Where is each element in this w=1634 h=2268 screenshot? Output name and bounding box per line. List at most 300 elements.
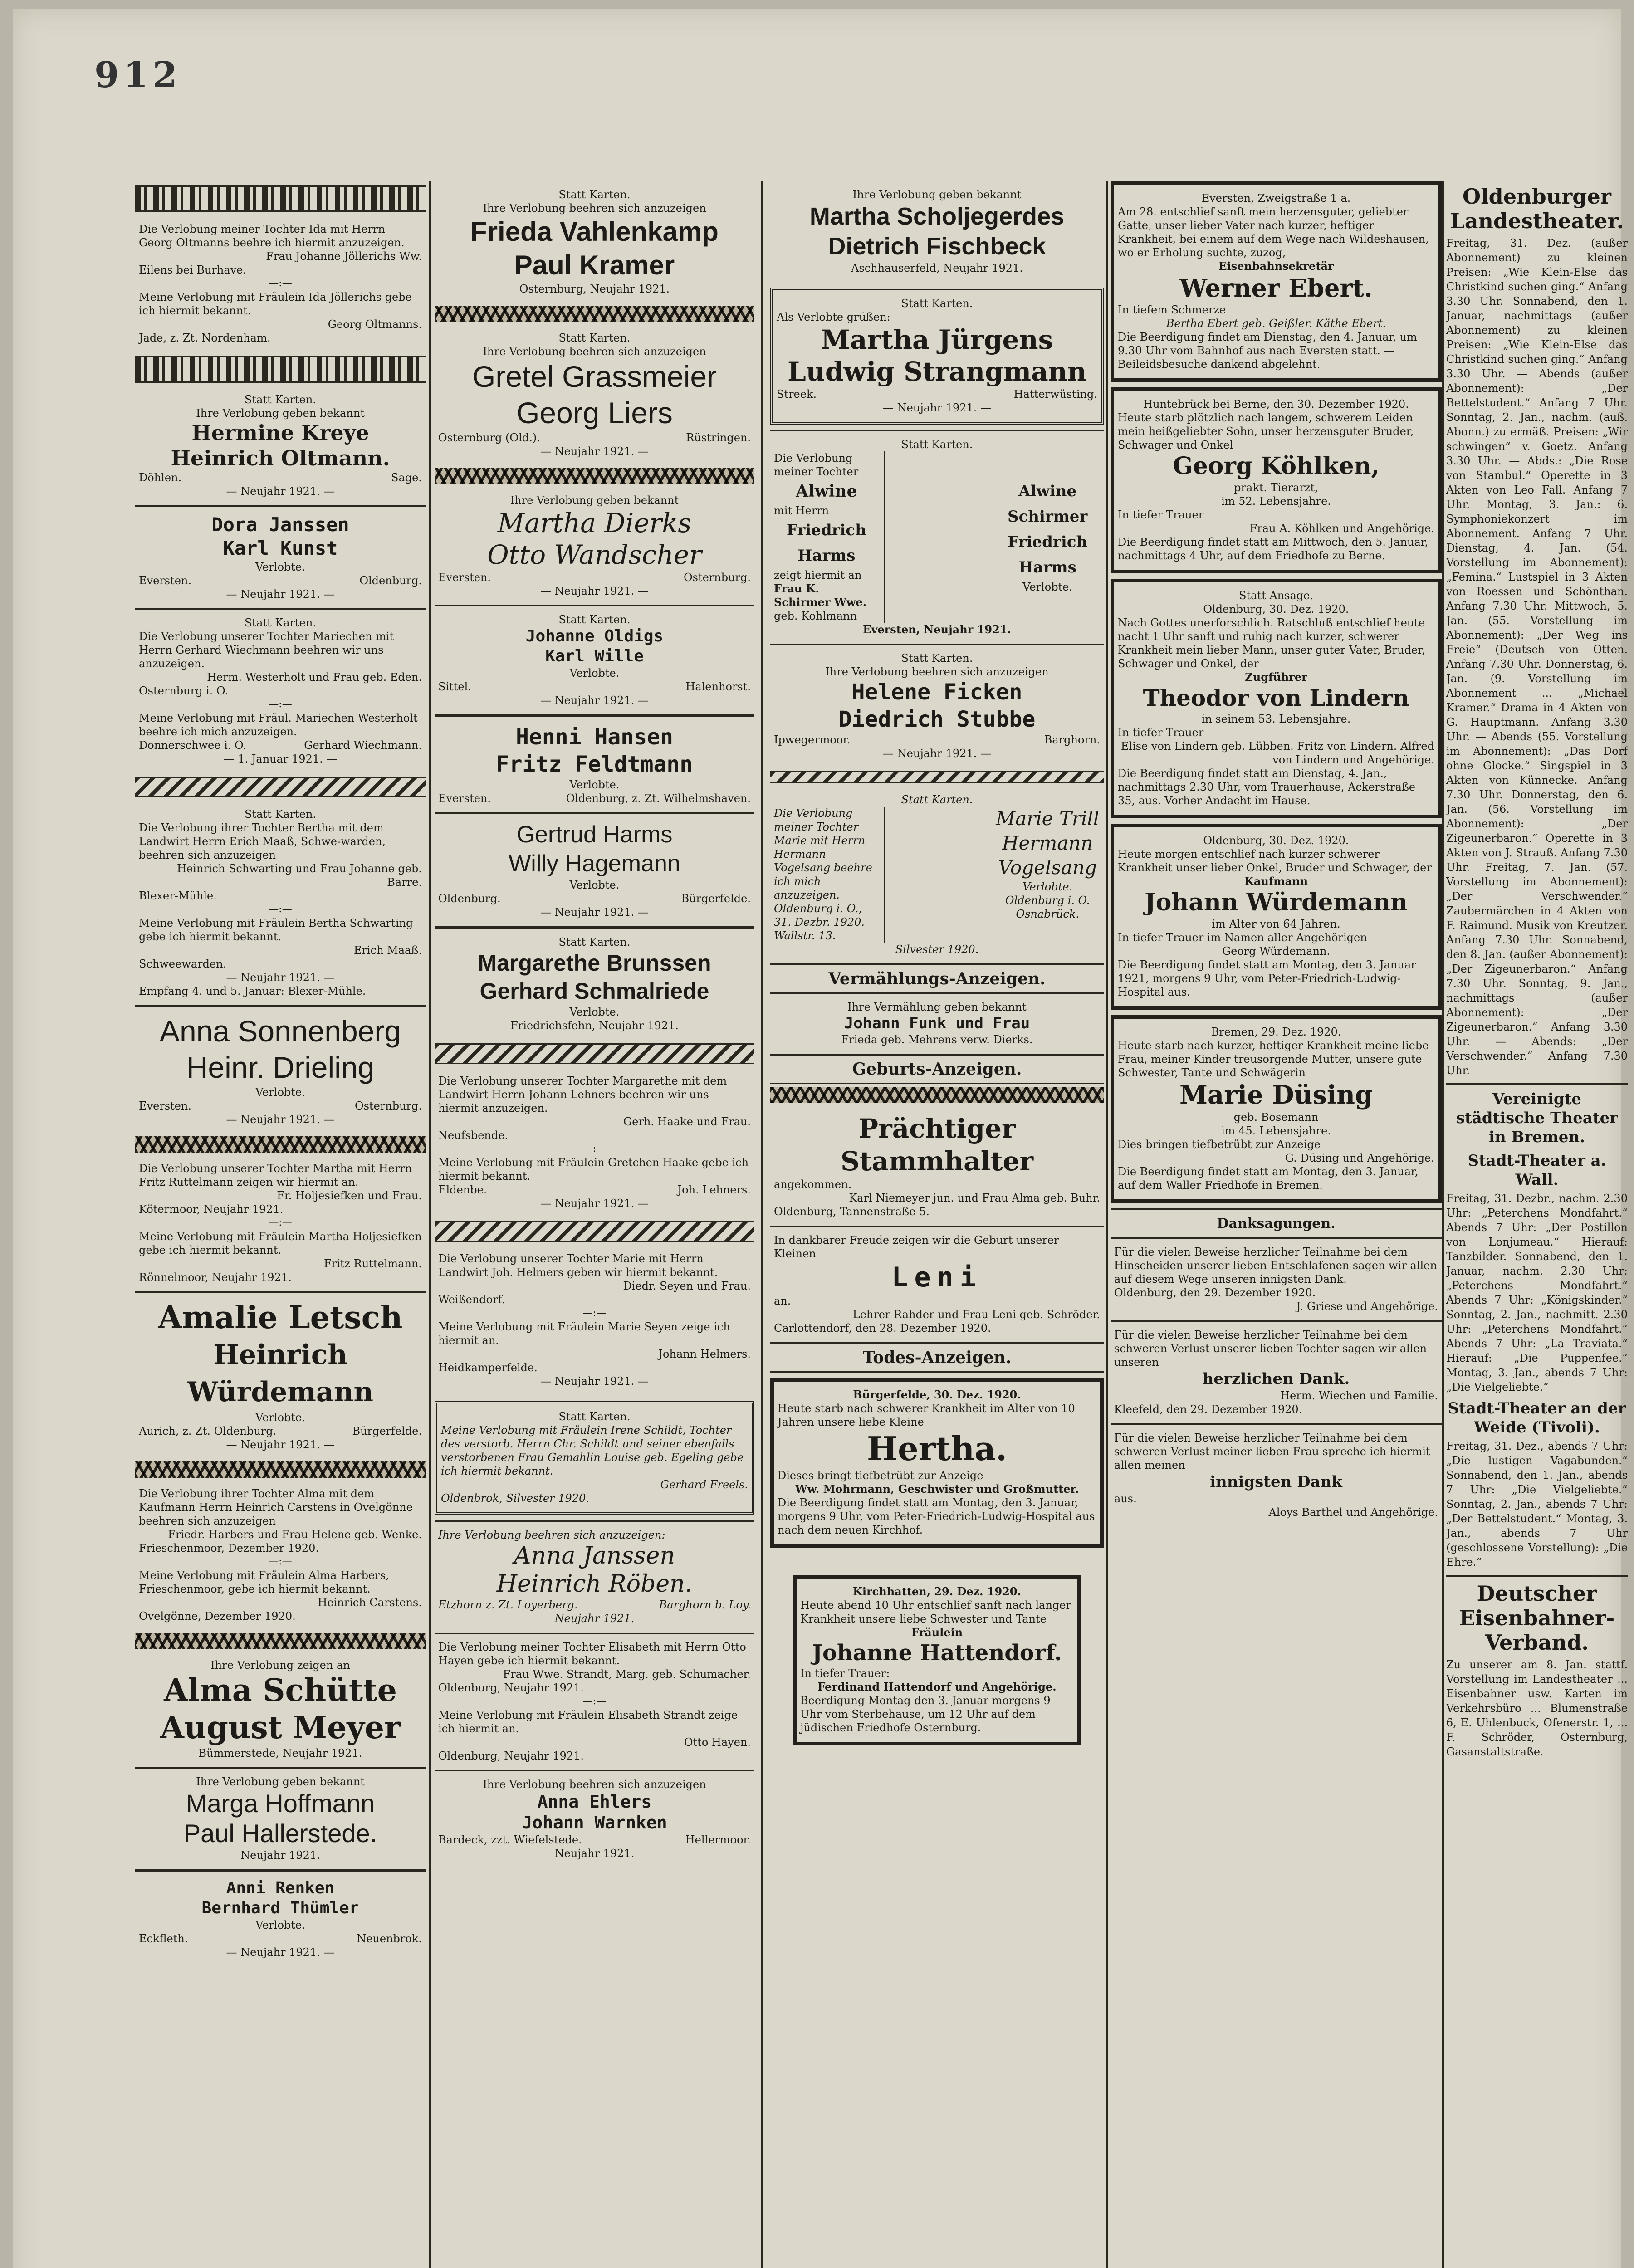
ad-name: Anna Ehlers — [537, 1792, 652, 1812]
ad-text: Am 28. entschlief sanft mein herzensguter, geliebter Gatte, unser lieber Vater nach kurzer, heftiger Krankheit, bei einem auf dem Wege nach Wildeshausen, wo er Erholung suchte, zuzog, — [1118, 205, 1429, 259]
column-5 — [1446, 181, 1628, 2268]
ad-name: Theodor von Lindern — [1143, 684, 1409, 711]
ad-text: Dieses bringt tiefbetrübt zur Anzeige — [778, 1469, 983, 1482]
ad-date: — Neujahr 1921. — — [540, 445, 649, 458]
ad-name: Anna Janssen — [514, 1542, 675, 1569]
ad-name: Dora Janssen — [211, 513, 349, 536]
ad-place: Friedrichsfehn, Neujahr 1921. — [510, 1019, 679, 1032]
ad-intro: Ihre Verlobung beehren sich anzuzeigen — [483, 1778, 706, 1791]
ad-status: Verlobte. — [255, 1919, 305, 1931]
engagement-ad — [435, 1633, 754, 1770]
ad-text: Meine Verlobung mit Fräulein Marie Seyen zeige ich hiermit an. — [438, 1320, 730, 1347]
ad-name: Anna Sonnenberg — [159, 1014, 401, 1048]
ad-signature: Gerhard Freels. — [660, 1478, 748, 1491]
ad-place: Barghorn. — [1044, 733, 1100, 746]
ad-place: Etzhorn z. Zt. Loyerberg. — [438, 1598, 578, 1611]
ad-intro: Ihre Verlobung beehren sich anzuzeigen — [483, 202, 706, 215]
ad-text: Die Beerdigung findet statt am Dienstag, 4. Jan., nachmittags 2.30 Uhr, vom Trauerhause, Ackerstraße 35, aus. Vorher Andacht im Hause. — [1118, 767, 1416, 807]
engagement-ad — [435, 926, 754, 1040]
ad-place: Oldenburg, z. Zt. Wilhelmshaven. — [566, 792, 751, 805]
ad-signature: Heinrich Carstens. — [318, 1596, 422, 1609]
ad-head: Statt Karten. — [558, 188, 631, 201]
ad-name: Johann Funk und Frau — [844, 1014, 1030, 1032]
ad-date: — Neujahr 1921. — — [540, 1197, 649, 1210]
column-3 — [770, 181, 1104, 2268]
ad-signature: Erich Maaß. — [353, 944, 422, 957]
column-rule — [1106, 181, 1108, 2268]
ad-signature: Gerhard Wiechmann. — [304, 739, 422, 752]
ad-name: Friedrich Harms — [786, 521, 866, 565]
death-ad — [1111, 387, 1442, 573]
column-1 — [135, 181, 426, 2268]
ad-name: herzlichen Dank. — [1202, 1370, 1350, 1388]
ad-place: Barghorn b. Loy. — [659, 1598, 751, 1611]
ad-text: Meine Verlobung mit Fräulein Bertha Schwarting gebe ich hiermit bekannt. — [139, 917, 413, 943]
separator: —:— — [269, 1217, 292, 1228]
ad-place: Kötermoor, Neujahr 1921. — [139, 1203, 284, 1216]
ad-name: Johann Würdemann — [1145, 889, 1408, 916]
ad-place: Kirchhatten, 29. Dez. 1920. — [853, 1585, 1021, 1598]
ad-place: Schweewarden. — [139, 958, 227, 970]
ad-name: Hermine Kreye — [191, 420, 369, 445]
separator: —:— — [269, 904, 292, 915]
ad-status: Verlobte. — [569, 778, 620, 791]
ad-text: Die Verlobung unserer Tochter Mariechen mit Herrn Gerhard Wiechmann beehren wir uns anzuzeigen. — [139, 630, 394, 670]
ad-name: Diedrich Stubbe — [838, 707, 1036, 732]
ad-name: Marga Hoffmann — [186, 1789, 375, 1818]
ad-date: — Neujahr 1921. — — [226, 1113, 335, 1126]
ad-title: Fräulein — [911, 1626, 963, 1639]
ad-text: Beerdigung Montag den 3. Januar morgens 9 Uhr vom Sterbehause, um 12 Uhr auf dem jüdischen Friedhofe Osternburg. — [800, 1694, 1051, 1734]
ad-name: August Meyer — [160, 1710, 401, 1746]
ad-place: Rüstringen. — [686, 431, 751, 444]
ad-date: — Neujahr 1921. — — [540, 906, 649, 919]
ad-place: Ovelgönne, Dezember 1920. — [139, 1610, 296, 1623]
ad-name: Willy Hagemann — [509, 850, 680, 877]
section-heading: Danksagungen. — [1111, 1208, 1442, 1239]
ad-head: Statt Karten. — [901, 297, 973, 310]
ad-name: Dietrich Fischbeck — [828, 233, 1046, 260]
ad-signature: Lehrer Rahder und Frau Leni geb. Schröder. — [852, 1308, 1100, 1321]
ad-name: Georg Liers — [516, 396, 673, 430]
ad-name: Martha Dierks — [497, 508, 692, 538]
ad-place: Oldenburg, 30. Dez. 1920. — [1203, 834, 1349, 847]
ad-place: Donnerschwee i. O. — [139, 739, 246, 752]
ad-name: Martha Jürgens — [821, 324, 1053, 355]
ad-place: Oldenburg, 30. Dez. 1920. — [1203, 603, 1349, 616]
ad-text: Die Verlobung unserer Tochter Martha mit Herrn Fritz Ruttelmann zeigen wir hiermit an. — [139, 1162, 412, 1188]
ad-place: Eversten. — [438, 792, 491, 805]
ad-name: Karl Wille — [545, 647, 644, 665]
separator: —:— — [269, 699, 292, 710]
ad-age: im Alter von 64 Jahren. — [1212, 918, 1340, 930]
ad-name: Anni Renken — [226, 1879, 335, 1897]
ad-place: Osnabrück. — [1016, 908, 1080, 920]
ad-text: Die Verlobung meiner Tochter Ida mit Herrn Georg Oltmanns beehre ich hiermit anzuzeigen. — [139, 223, 405, 249]
ad-signature: Georg Würdemann. — [1222, 945, 1331, 958]
ad-intro: Ihre Vermählung geben bekannt — [847, 1001, 1027, 1013]
ad-name: Alma Schütte — [164, 1672, 397, 1709]
ad-name: Margarethe Brunssen — [478, 950, 711, 976]
ad-status: Verlobte. — [255, 1086, 305, 1099]
ad-name: innigsten Dank — [1210, 1473, 1342, 1491]
ad-text: Nach Gottes unerforschlich. Ratschluß entschlief heute nacht 1 Uhr sanft und ruhig nach kurzer, schwerer Krankheit mein lieber Mann, unser guter Vater, Bruder, Schwager und Onkel, der — [1118, 616, 1425, 670]
birth-ad — [770, 1106, 1104, 1226]
ad-date: — Neujahr 1921. — — [883, 401, 991, 414]
ad-place: Eversten. — [139, 574, 192, 587]
ad-text: Die Verlobung ihrer Tochter Alma mit dem Kaufmann Herrn Heinrich Carstens in Ovelgönne beehren sich anzuzeigen — [139, 1487, 413, 1527]
ad-signature: Georg Oltmanns. — [328, 318, 422, 331]
engagement-ad — [135, 1652, 426, 1767]
ad-status: Verlobte. — [569, 879, 620, 891]
ad-signature: Frau A. Köhlken und Angehörige. — [1249, 522, 1434, 535]
birth-ad — [770, 1226, 1104, 1342]
ad-title: prakt. Tierarzt, — [1234, 481, 1318, 494]
ad-place: Hellermoor. — [685, 1833, 751, 1846]
ad-head: Statt Karten. — [901, 438, 973, 451]
ad-status: Verlobte. — [255, 561, 305, 573]
ad-name: Heinrich Röben. — [496, 1570, 693, 1598]
engagement-ad — [135, 1005, 426, 1134]
ad-place: Oldenburg. — [438, 892, 501, 905]
ad-head: Statt Karten. — [558, 332, 631, 344]
ad-text: Heute abend 10 Uhr entschlief sanft nach langer Krankheit unsere liebe Schwester und Tante — [800, 1599, 1071, 1625]
engagement-ad — [435, 812, 754, 926]
theater-subtitle: Stadt-Theater a. Wall. — [1468, 1152, 1606, 1189]
engagement-ad — [435, 325, 754, 465]
ad-text: Die Verlobung ihrer Tochter Bertha mit dem Landwirt Herrn Erich Maaß, Schwe-warden, beehren sich anzuzeigen — [139, 821, 386, 861]
ad-place: Bürgerfelde, 30. Dez. 1920. — [853, 1388, 1021, 1401]
engagement-ad — [135, 801, 426, 1005]
ad-name: Fritz Feldtmann — [496, 752, 693, 777]
ornament-border — [435, 306, 754, 322]
ad-text: Die Beerdigung findet statt am Montag, den 3. Januar 1921, morgens 9 Uhr, vom Peter-Friedrich-Ludwig-Hospital aus. — [1118, 958, 1416, 998]
ad-intro: Ihre Verlobung beehren sich anzuzeigen: — [438, 1529, 665, 1541]
ad-place: Hatterwüsting. — [1013, 388, 1097, 401]
ad-signature: Ferdinand Hattendorf und Angehörige. — [817, 1680, 1057, 1693]
ad-name: Helene Ficken — [851, 679, 1022, 705]
ad-head: Statt Ansage. — [1239, 589, 1313, 602]
death-ad — [1111, 1015, 1442, 1203]
engagement-ad — [435, 1246, 754, 1395]
ornament-border — [135, 185, 426, 212]
death-ad — [1111, 824, 1442, 1010]
ornament-border — [135, 1461, 426, 1478]
ad-signature: Oldenburg i. O., 31. Dezbr. 1920. Wallstr. 13. — [774, 902, 865, 942]
ad-date: Silvester 1920. — [895, 943, 979, 956]
ad-name: Karl Kunst — [223, 537, 338, 559]
ad-text: Für die vielen Beweise herzlicher Teilnahme bei dem schweren Verlust meiner lieben Frau spreche ich hiermit allen meinen — [1114, 1432, 1430, 1471]
ad-place: Oldenburg, Neujahr 1921. — [438, 1750, 584, 1762]
ad-name: Hertha. — [866, 1429, 1008, 1468]
ad-reception: Empfang 4. und 5. Januar: Blexer-Mühle. — [139, 985, 366, 997]
ad-name: Alwine — [796, 482, 857, 501]
ad-place: Osternburg (Old.). — [438, 431, 540, 444]
ad-place: Aschhauserfeld, Neujahr 1921. — [851, 262, 1023, 274]
brace-divider — [884, 807, 991, 943]
ad-name: Marie Trill — [996, 807, 1100, 830]
ad-date: — Neujahr 1921. — — [226, 588, 335, 601]
ad-text: Meine Verlobung mit Fräulein Irene Schildt, Tochter des verstorb. Herrn Chr. Schildt und seiner ebenfalls verstorbenen Frau Gemahlin Louise geb. Egeling gebe ich hiermit bekannt. — [441, 1424, 744, 1477]
ad-place: Halenhorst. — [685, 680, 751, 693]
ad-text: Die Beerdigung findet am Dienstag, den 4. Januar, um 9.30 Uhr vom Bahnhof aus nach Eversten statt. — Beileidsbesuche dankend abgelehnt. — [1118, 331, 1417, 371]
ad-name: Heinrich Würdemann — [187, 1339, 373, 1408]
ad-place: Bardeck, zzt. Wiefelstede. — [438, 1833, 582, 1846]
ad-signature: Joh. Lehners. — [677, 1183, 751, 1196]
ad-text: Heute morgen entschlief nach kurzer schwerer Krankheit unser lieber Onkel, Bruder und Schwager, der — [1118, 848, 1432, 874]
association-notice: Zu unserer am 8. Jan. stattf. Vorstellung im Landestheater ... Eisenbahner usw. Karten im Verkehrsbüro ... Blumenstraße 6, E. Uhlenbuck, Ofenerstr. 1, ... F. Schröder, Osternburg, Gasanstaltstraße. — [1446, 1658, 1628, 1758]
ad-place: Oldenburg, den 29. Dezember 1920. — [1114, 1286, 1316, 1299]
ad-name: Heinrich Oltmann. — [171, 446, 390, 470]
ad-head: Statt Karten. — [245, 393, 316, 406]
ad-text: Die Beerdigung findet statt am Mittwoch, den 5. Januar, nachmittags 4 Uhr, auf dem Friedhofe zu Berne. — [1118, 536, 1429, 562]
ad-head: Statt Karten. — [245, 808, 316, 821]
ornament-border — [435, 1221, 754, 1242]
ad-status: Verlobte. — [569, 1006, 620, 1018]
ad-intro: Ihre Verlobung geben bekannt — [510, 494, 679, 507]
ad-text: Die Verlobung unserer Tochter Margarethe mit dem Landwirt Herrn Johann Lehners beehren wir uns hiermit anzuzeigen. — [438, 1075, 727, 1114]
separator: —:— — [582, 1696, 607, 1707]
ad-name: Leni — [891, 1261, 983, 1293]
ad-signature: Karl Niemeyer jun. und Frau Alma geb. Buhr. — [849, 1192, 1100, 1204]
engagement-ad — [135, 386, 426, 505]
ad-text: Meine Verlobung mit Fräulein Martha Holjesiefken gebe ich hiermit bekannt. — [139, 1230, 422, 1256]
ad-name: Friedrich Harms — [1008, 533, 1088, 577]
theater-program: Freitag, 31. Dezbr., nachm. 2.30 Uhr: „Peterchens Mondfahrt.“ Abends 7 Uhr: „Der Postillon von Lonjumeau.“ Hierauf: Tanzbilder. Sonnabend, den 1. Januar, nachm. 2.30 Uhr: „Peterchens Mondfahrt.“ Abends 7 Uhr: „Königskinder.“ Sonntag, 2. Jan., nachmitt. 2.30 Uhr: „Peterchens Mondfahrt.“ Abends 7 Uhr: „La Traviata.“ Hierauf: „Die Puppenfee.“ Montag, 3. Jan., abends 7 Uhr: „Die Vielgeliebte.“ — [1446, 1192, 1628, 1393]
ad-signature: Ww. Mohrmann, Geschwister und Großmutter. — [795, 1482, 1079, 1496]
engagement-ad — [435, 714, 754, 812]
ad-text: Die Verlobung unserer Tochter Marie mit Herrn Landwirt Joh. Helmers geben wir hiermit bekannt. — [438, 1252, 718, 1279]
ad-date: — Neujahr 1921. — — [540, 1375, 649, 1388]
ad-name: Ludwig Strangmann — [787, 356, 1087, 387]
ad-date: — Neujahr 1921. — — [226, 485, 335, 498]
ad-subtitle: geb. Bosemann — [1233, 1111, 1319, 1124]
separator: —:— — [582, 1307, 607, 1319]
ad-signature: Friedr. Harbers und Frau Helene geb. Wenke. — [168, 1528, 422, 1541]
ad-name: Georg Köhlken, — [1173, 452, 1380, 480]
ad-text: Dies bringen tiefbetrübt zur Anzeige — [1118, 1138, 1321, 1151]
ad-place: Ipwegermoor. — [774, 733, 851, 746]
ad-name: Johanne Hattendorf. — [812, 1640, 1062, 1666]
ad-age: im 45. Lebensjahre. — [1221, 1124, 1331, 1137]
engagement-ad — [435, 181, 754, 303]
ad-signature: J. Griese und Angehörige. — [1296, 1300, 1438, 1313]
ad-place: Kleefeld, den 29. Dezember 1920. — [1114, 1403, 1302, 1416]
ad-text: Die Beerdigung findet statt am Montag, den 3. Januar, auf dem Waller Friedhofe in Bremen. — [1118, 1165, 1419, 1192]
ad-place: Oldenburg, Neujahr 1921. — [438, 1681, 584, 1694]
ad-text: Die Verlobung meiner Tochter Marie mit Herrn Hermann Vogelsang beehre ich mich anzuzeigen. — [774, 807, 872, 901]
ad-place: Osternburg i. O. — [139, 684, 228, 697]
section-heading: Geburts-Anzeigen. — [770, 1054, 1104, 1084]
death-ad — [770, 1378, 1104, 1548]
engagement-ad — [435, 605, 754, 714]
ad-text: Die Beerdigung findet statt am Montag, den 3. Januar, morgens 9 Uhr, vom Peter-Friedrich-Ludwig-Hospital aus nach dem neuen Kirchhof. — [778, 1496, 1095, 1536]
column-rule — [429, 181, 431, 2268]
ad-signature: Johann Helmers. — [658, 1348, 751, 1360]
ad-text: mit Herrn — [774, 504, 829, 517]
ad-name: Marie Düsing — [1179, 1080, 1373, 1110]
ad-place: Oldenbrok, Silvester 1920. — [441, 1492, 589, 1505]
ad-signature: Gerh. Haake und Frau. — [623, 1115, 751, 1128]
ad-name: Paul Hallerstede. — [183, 1819, 377, 1848]
ad-place: Osternburg, Neujahr 1921. — [519, 283, 670, 295]
ad-place: Sage. — [391, 471, 422, 484]
ad-signature: Otto Hayen. — [684, 1736, 751, 1749]
engagement-ad — [135, 1291, 426, 1459]
ad-title: Zugführer — [1245, 670, 1307, 684]
ad-place: Aurich, z. Zt. Oldenburg. — [139, 1425, 277, 1437]
ad-intro: Ihre Verlobung geben bekannt — [196, 1775, 365, 1788]
ad-name: Werner Ebert. — [1179, 274, 1373, 303]
ad-intro: Die Verlobung meiner Tochter — [774, 452, 859, 478]
ad-date: — Neujahr 1921. — — [226, 1438, 335, 1451]
newspaper-page — [13, 9, 1628, 2268]
engagement-ad — [435, 1520, 754, 1633]
ad-text: Heute starb nach kurzer, heftiger Krankheit meine liebe Frau, meiner Kinder treusorgende Mutter, unsere gute Schwester, Tante und Schwägerin — [1118, 1039, 1429, 1079]
ad-name: Gerhard Schmalriede — [479, 978, 709, 1004]
ad-place: Huntebrück bei Berne, den 30. Dezember 1920. — [1143, 398, 1409, 411]
ad-name: Amalie Letsch — [158, 1300, 403, 1336]
theater-program: Freitag, 31. Dez., abends 7 Uhr: „Die lustigen Vagabunden.“ Sonnabend, den 1. Jan., abends 7 Uhr: „Die Vielgeliebte.“ Sonntag, 2. Jan., abends 7 Uhr: „Der Bettelstudent.“ Montag, 3. Jan., abends 7 Uhr (geschlossene Vorstellung): „Die Ehre.“ — [1446, 1440, 1628, 1569]
ad-age: im 52. Lebensjahre. — [1221, 495, 1331, 508]
ad-place: Eversten. — [139, 1100, 192, 1112]
ornament-border — [135, 777, 426, 797]
ad-age: in seinem 53. Lebensjahre. — [1201, 713, 1351, 725]
ad-date: Neujahr 1921. — [554, 1612, 635, 1625]
ad-place: Sittel. — [438, 680, 471, 693]
ad-text: zeigt hiermit an — [774, 569, 862, 582]
ad-intro: Als Verlobte grüßen: — [777, 311, 890, 323]
ad-signature: Frau K. Schirmer Wwe. — [774, 582, 867, 609]
ad-text: angekommen. — [774, 1178, 852, 1191]
ad-head: Statt Karten. — [901, 652, 973, 665]
column-2 — [435, 181, 754, 2268]
death-ad — [1111, 579, 1442, 818]
theater-title: Oldenburger Landestheater. — [1450, 184, 1624, 233]
ad-date: — Neujahr 1921. — — [540, 585, 649, 597]
ad-date: — Neujahr 1921. — — [226, 971, 335, 984]
ad-text: In dankbarer Freude zeigen wir die Geburt unserer Kleinen — [774, 1234, 1059, 1260]
ad-head: Statt Karten. — [901, 793, 973, 806]
engagement-ad — [770, 787, 1104, 963]
ad-name: Paul Kramer — [514, 250, 675, 280]
ad-signature: Herm. Wiechen und Familie. — [1280, 1389, 1438, 1402]
thanks-ad — [1111, 1239, 1442, 1320]
ad-text: Meine Verlobung mit Fräulein Alma Harbers, Frieschenmoor, gebe ich hiermit bekannt. — [139, 1569, 389, 1595]
ad-name: Gretel Grassmeier — [472, 360, 717, 393]
ad-name: Prächtiger Stammhalter — [840, 1113, 1034, 1177]
ad-text: aus. — [1114, 1492, 1137, 1505]
ad-signature: geb. Kohlmann — [774, 610, 857, 622]
ad-name: Frieda geb. Mehrens verw. Dierks. — [841, 1033, 1033, 1046]
ad-signature: Aloys Barthel und Angehörige. — [1268, 1506, 1438, 1519]
ad-head: Statt Karten. — [558, 613, 631, 626]
section-heading: Vermählungs-Anzeigen. — [770, 963, 1104, 994]
ad-text: Meine Verlobung mit Fräulein Elisabeth Strandt zeige ich hiermit an. — [438, 1709, 738, 1735]
ad-signature: Frau Wwe. Strandt, Marg. geb. Schumacher. — [503, 1668, 751, 1681]
engagement-ad — [135, 1869, 426, 1966]
ad-place: Neuenbrok. — [357, 1932, 422, 1945]
ad-place: Osternburg. — [683, 571, 751, 584]
death-ad — [1111, 181, 1442, 382]
ad-name: Martha Scholjegerdes — [809, 203, 1065, 230]
ad-text: In tiefer Trauer: — [800, 1667, 890, 1680]
ad-signature: Frau Johanne Jöllerichs Ww. — [266, 250, 422, 263]
ad-name: Alwine Schirmer — [1008, 482, 1088, 526]
engagement-ad — [435, 1401, 754, 1515]
ornament-border — [135, 1633, 426, 1649]
ad-place: Oldenburg. — [359, 574, 422, 587]
ad-status: Verlobte. — [255, 1411, 305, 1424]
engagement-ad — [770, 288, 1104, 425]
engagement-ad — [770, 181, 1104, 282]
ad-intro: Ihre Verlobung beehren sich anzuzeigen — [483, 345, 706, 358]
ad-place: Streek. — [777, 388, 817, 401]
ad-date: Neujahr 1921. — [240, 1849, 320, 1862]
ad-place: Bürgerfelde. — [352, 1425, 422, 1437]
ornament-border — [135, 1136, 426, 1153]
ad-place: Oldenburg i. O. — [1005, 894, 1090, 907]
engagement-ad — [435, 1770, 754, 1867]
engagement-ad — [135, 216, 426, 352]
ad-name: Bernhard Thümler — [201, 1899, 359, 1917]
ad-place: Eversten, Zweigstraße 1 a. — [1201, 192, 1351, 205]
brace-divider — [884, 451, 991, 623]
theater-program: Freitag, 31. Dez. (außer Abonnement) zu kleinen Preisen: „Wie Klein-Else das Christkind suchen ging.“ Anfang 3.30 Uhr. Sonnabend, den 1. Januar, nachmittags (außer Abonnement) zu kleinen Preisen: „Wie Klein-Else das Christkind suchen ging.“ Anfang 3.30 Uhr. — Abends (außer Abonnement): „Der Bettelstudent.“ Anfang 7 Uhr. Sonntag, 2. Jan., nachm. (auß. Abonn.) zu ermäß. Preisen: „Wir schwingen“ v. Goetz. Anfang 3.30 Uhr. — Abds.: „Die Rose von Stambul.“ Operette in 3 Akten von Leo Fall. Anfang 7 Uhr. Montag, 3. Jan.: 6. Symphoniekonzert im Abonnement. Anfang 7 Uhr. Dienstag, 4. Jan. (54. Vorstellung im Abonnement): „Femina.“ Lustspiel in 3 Akten von Roessen und Schönthan. Anfang 7.30 Uhr. Mittwoch, 5. Jan. (55. Vorstellung im Abonnement): „Der Weg ins Freie“ (Deutsch von Otten. Anfang 7.30 Uhr. Donnerstag, 6. Jan. (9. Vorstellung im Abonnement ... „Michael Kramer.“ Drama in 4 Akten von G. Hauptmann. Anfang 3.30 Uhr. — Abends (55. Vorstellung im Abonnement): „Das Dorf ohne Glocke.“ Singspiel in 3 Akten von Künnecke. Anfang 7.30 Uhr. Donnerstag, den 6. Jan. (56. Vorstellung im Abonnement): „Der Zigeunerbaron.“ Operette in 3 Akten von J. Strauß. Anfang 7.30 Uhr. Freitag, 7. Jan. (57. Vorstellung im Abonnement): „Der Verschwender.“ Zaubermärchen in 4 Akten von F. Raimund. Musik von Kreutzer. Anfang 7.30 Uhr. Sonnabend, den 8. Jan. (außer Abonnement): „Der Zigeunerbaron.“ Anfang 7.30 Uhr. Sonntag, 9. Jan., nachmittags (außer Abonnement): „Der Zigeunerbaron.“ Anfang 3.30 Uhr. — Abends: „Der Verschwender.“ Anfang 7.30 Uhr. — [1446, 237, 1628, 1077]
ad-place: Weißendorf. — [438, 1293, 505, 1306]
ad-date: — Neujahr 1921. — — [226, 1946, 335, 1959]
ad-name: Hermann Vogelsang — [998, 832, 1097, 879]
ornament-border — [435, 1043, 754, 1064]
engagement-ad — [135, 1155, 426, 1291]
engagement-ad — [435, 487, 754, 605]
marriage-ad — [770, 994, 1104, 1054]
ad-name: Frieda Vahlenkamp — [470, 216, 719, 247]
ad-intro: Ihre Verlobung geben bekannt — [852, 188, 1022, 201]
ad-signature: Bertha Ebert geb. Geißler. Käthe Ebert. — [1166, 317, 1386, 330]
ad-signature: Diedr. Seyen und Frau. — [623, 1280, 751, 1292]
ad-head: Statt Karten. — [558, 1410, 631, 1423]
ad-place: Osternburg. — [354, 1100, 422, 1112]
ad-signature: Fritz Ruttelmann. — [323, 1257, 422, 1270]
thanks-ad — [1111, 1320, 1442, 1423]
ad-date: — Neujahr 1921. — — [883, 747, 991, 760]
ad-title: Kaufmann — [1244, 875, 1308, 888]
ad-signature: G. Düsing und Angehörige. — [1285, 1152, 1434, 1164]
separator: —:— — [582, 1143, 607, 1154]
ad-text: Die Verlobung meiner Tochter Elisabeth mit Herrn Otto Hayen gebe ich hiermit bekannt. — [438, 1641, 746, 1667]
ad-signature: Elise von Lindern geb. Lübben. Fritz von Lindern. Alfred von Lindern und Angehörige. — [1120, 740, 1434, 766]
page-number: 912 — [94, 54, 182, 96]
ad-text: Heute starb nach schwerer Krankheit im Alter von 10 Jahren unsere liebe Kleine — [778, 1402, 1075, 1428]
ad-place: Neufsbende. — [438, 1129, 509, 1142]
ad-place: Heidkamperfelde. — [438, 1361, 538, 1374]
engagement-ad — [435, 1068, 754, 1217]
ad-text: In tiefem Schmerze — [1118, 303, 1226, 316]
ad-place: Eversten, Neujahr 1921. — [863, 623, 1011, 636]
column-rule — [1442, 181, 1444, 2268]
ad-text: In tiefer Trauer im Namen aller Angehörigen — [1118, 931, 1367, 944]
ad-head: Statt Karten. — [558, 936, 631, 948]
death-ad — [793, 1575, 1081, 1745]
ad-text: Für die vielen Beweise herzlicher Teilnahme bei dem Hinscheiden unserer lieben Entschlafenen sagen wir allen auf diesem Wege unseren innigsten Dank. — [1114, 1246, 1437, 1286]
engagement-ad — [135, 505, 426, 608]
ad-intro: Ihre Verlobung zeigen an — [210, 1659, 350, 1672]
engagement-ad — [770, 430, 1104, 644]
ad-signature: Heinrich Schwarting und Frau Johanne geb. Barre. — [177, 862, 422, 889]
ad-name: Henni Hansen — [516, 724, 673, 750]
ad-place: Eckfleth. — [139, 1932, 188, 1945]
